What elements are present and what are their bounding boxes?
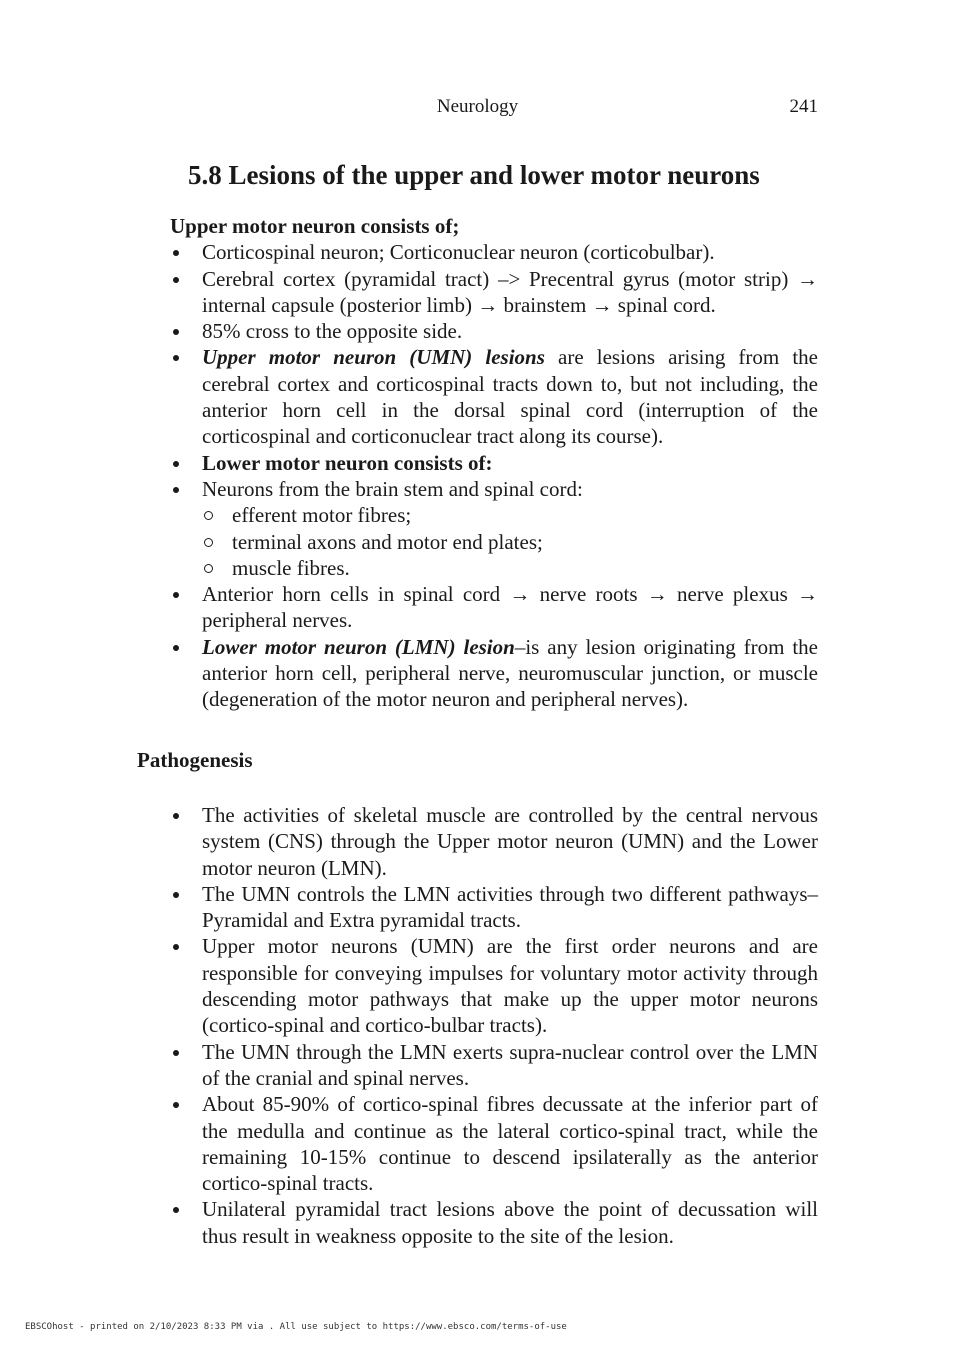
pathogenesis-bullet-list (170, 802, 818, 1249)
motor-neuron-bullet-list (170, 239, 818, 712)
list-item: About 85-90% of cortico-spinal fibres decussate at the inferior part of the medulla and continue as the lateral cortico-spinal tract, while the remaining 10-15% continue to descend ipsilaterally as the anterior cortico-spinal tracts. (170, 1091, 818, 1196)
lmn-lesion-definition: –is any lesion originating from the anterior horn cell, peripheral nerve, neuromuscular junction, or muscle (degeneration of the motor neuron and peripheral nerves). (202, 634, 818, 712)
list-item: Upper motor neurons (UMN) are the first order neurons and are responsible for conveying impulses for voluntary motor activity through descending motor pathways that make up the upper motor neurons (cortico-spinal and cortico-bulbar tracts). (170, 933, 818, 1038)
running-header (0, 96, 955, 120)
motor-neuron-section (170, 213, 818, 713)
list-item (170, 476, 818, 581)
sub-list-item: terminal axons and motor end plates; (202, 529, 818, 555)
umn-lesion-term: Upper motor neuron (UMN) lesions (202, 345, 545, 370)
list-item: Unilateral pyramidal tract lesions above the point of decussation will thus result in weakness opposite to the site of the lesion. (170, 1196, 818, 1249)
list-item: The UMN controls the LMN activities through two different pathways–Pyramidal and Extra pyramidal tracts. (170, 881, 818, 934)
sub-list-item: efferent motor fibres; (202, 502, 818, 528)
list-item: Corticospinal neuron; Corticonuclear neuron (corticobulbar). (170, 239, 818, 265)
umn-lesion-definition: are lesions arising from the cerebral cortex and corticospinal tracts down to, but not including, the anterior horn cell in the dorsal spinal cord (interruption of the corticospinal and corticonuclear tract along its course). (202, 345, 818, 449)
section-title: 5.8 Lesions of the upper and lower motor neurons (188, 160, 760, 190)
upper-motor-neuron-lead: Upper motor neuron consists of; (170, 214, 460, 238)
running-title: Neurology (436, 96, 519, 117)
list-item: 85% cross to the opposite side. (170, 318, 818, 344)
sub-list-item: muscle fibres. (202, 555, 818, 581)
lmn-sub-list (202, 502, 818, 581)
list-item: Cerebral cortex (pyramidal tract) –> Precentral gyrus (motor strip) → internal capsule (posterior limb) → brainstem → spinal cord. (170, 266, 818, 319)
list-item: The UMN through the LMN exerts supra-nuclear control over the LMN of the cranial and spinal nerves. (170, 1039, 818, 1092)
lmn-lesion-term: Lower motor neuron (LMN) lesion (202, 634, 515, 659)
pathogenesis-section (170, 802, 818, 1249)
list-item: The activities of skeletal muscle are controlled by the central nervous system (CNS) through the Upper motor neuron (UMN) and the Lower motor neuron (LMN). (170, 802, 818, 881)
lmn-neurons-text: Neurons from the brain stem and spinal cord: (202, 476, 583, 501)
list-item (170, 344, 818, 449)
list-item (170, 634, 818, 713)
pathogenesis-heading: Pathogenesis (137, 748, 253, 772)
print-footer: EBSCOhost - printed on 2/10/2023 8:33 PM via . All use subject to https://www.ebsco.com/terms-of-use (25, 1322, 567, 1332)
list-item: Anterior horn cells in spinal cord → nerve roots → nerve plexus → peripheral nerves. (170, 581, 818, 634)
page-number: 241 (789, 96, 818, 117)
list-item: Lower motor neuron consists of: (170, 450, 818, 476)
